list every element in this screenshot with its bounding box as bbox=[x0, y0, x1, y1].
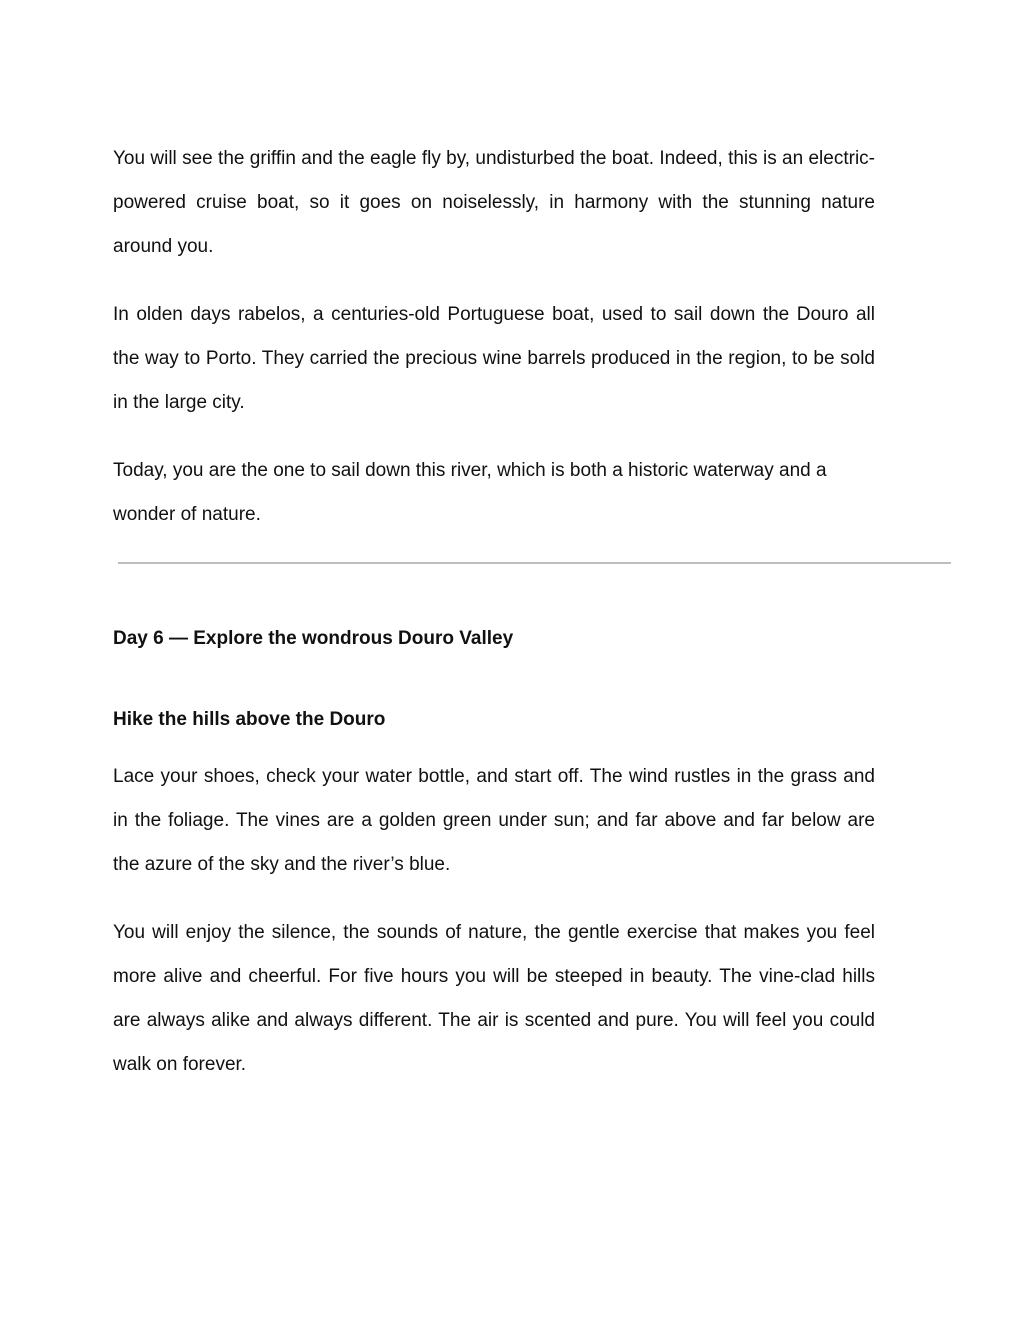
day-heading: Day 6 — Explore the wondrous Douro Valley bbox=[113, 628, 514, 649]
paragraph-hike-enjoy: You will enjoy the silence, the sounds of nature, the gentle exercise that makes you feel more alive and cheerful. For five hours you will be steeped in beauty. The vine-clad hills are always alike and always different. The air is scented and pure. You will feel you could walk on forever. bbox=[113, 922, 875, 1075]
section-divider bbox=[118, 562, 951, 564]
paragraph-sail-river: Today, you are the one to sail down this river, which is both a historic waterway and a wonder of nature. bbox=[113, 460, 827, 525]
paragraph-electric-boat: You will see the griffin and the eagle fly by, undisturbed the boat. Indeed, this is an electric-powered cruise boat, so it goes on noiselessly, in harmony with the stunning nature around you. bbox=[113, 148, 875, 257]
paragraph-rabelos-history: In olden days rabelos, a centuries-old Portuguese boat, used to sail down the Douro all the way to Porto. They carried the precious wine barrels produced in the region, to be sold in the large city. bbox=[113, 304, 875, 413]
section-heading: Hike the hills above the Douro bbox=[113, 709, 386, 730]
paragraph-hike-start: Lace your shoes, check your water bottle, and start off. The wind rustles in the grass and in the foliage. The vines are a golden green under sun; and far above and far below are the azure of the sky and the river’s blue. bbox=[113, 766, 875, 875]
